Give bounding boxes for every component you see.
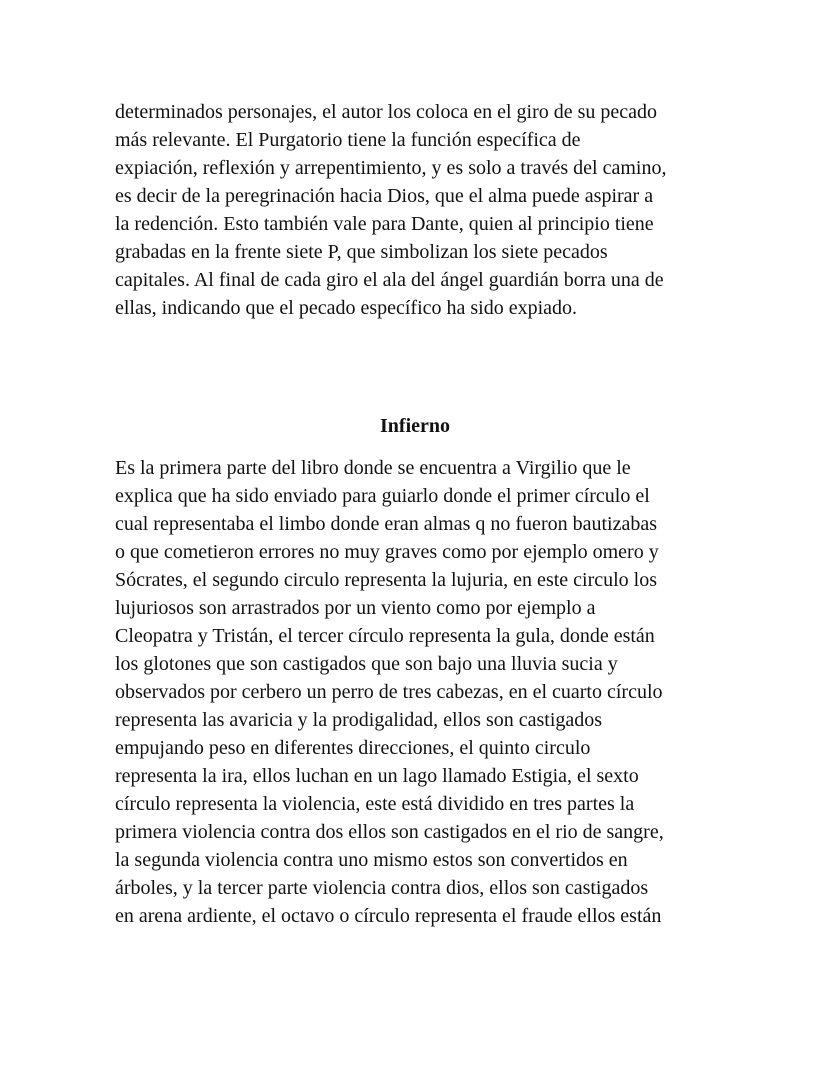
paragraph-line: representa las avaricia y la prodigalidad, ellos son castigados [115,709,603,731]
paragraph-line: Es la primera parte del libro donde se encuentra a Virgilio que le [115,457,631,479]
paragraph-line: círculo representa la violencia, este está dividido en tres partes la [115,793,635,815]
paragraph-line: determinados personajes, el autor los coloca en el giro de su pecado [115,101,658,123]
paragraph-line: lujuriosos son arrastrados por un viento como por ejemplo a [115,597,596,619]
paragraph-line: los glotones que son castigados que son bajo una lluvia sucia y [115,653,618,675]
paragraph-line: explica que ha sido enviado para guiarlo donde el primer círculo el [115,485,650,507]
paragraph-line: en arena ardiente, el octavo o círculo representa el fraude ellos están [115,905,662,927]
paragraph-line: grabadas en la frente siete P, que simbolizan los siete pecados [115,241,608,263]
paragraph-line: ellas, indicando que el pecado específico ha sido expiado. [115,297,578,319]
paragraph-line: Sócrates, el segundo circulo representa la lujuria, en este circulo los [115,569,658,591]
paragraph-line: la redención. Esto también vale para Dante, quien al principio tiene [115,213,654,235]
paragraph-line: empujando peso en diferentes direcciones, el quinto circulo [115,737,591,759]
paragraph-line: cual representaba el limbo donde eran almas q no fueron bautizabas [115,513,658,535]
paragraph-line: capitales. Al final de cada giro el ala del ángel guardián borra una de [115,269,664,291]
paragraph-line: la segunda violencia contra uno mismo estos son convertidos en [115,849,628,871]
paragraph-line: o que cometieron errores no muy graves como por ejemplo omero y [115,541,659,563]
paragraph-line: observados por cerbero un perro de tres cabezas, en el cuarto círculo [115,681,663,703]
intro-paragraph [115,98,715,322]
paragraph-line: Cleopatra y Tristán, el tercer círculo representa la gula, donde están [115,625,655,647]
section-heading: Infierno [380,415,450,437]
paragraph-line: más relevante. El Purgatorio tiene la función específica de [115,129,581,151]
infierno-paragraph [115,454,715,930]
paragraph-line: expiación, reflexión y arrepentimiento, y es solo a través del camino, [115,157,667,179]
paragraph-line: es decir de la peregrinación hacia Dios, que el alma puede aspirar a [115,185,654,207]
paragraph-line: árboles, y la tercer parte violencia contra dios, ellos son castigados [115,877,649,899]
paragraph-line: primera violencia contra dos ellos son castigados en el rio de sangre, [115,821,664,843]
paragraph-line: representa la ira, ellos luchan en un lago llamado Estigia, el sexto [115,765,639,787]
